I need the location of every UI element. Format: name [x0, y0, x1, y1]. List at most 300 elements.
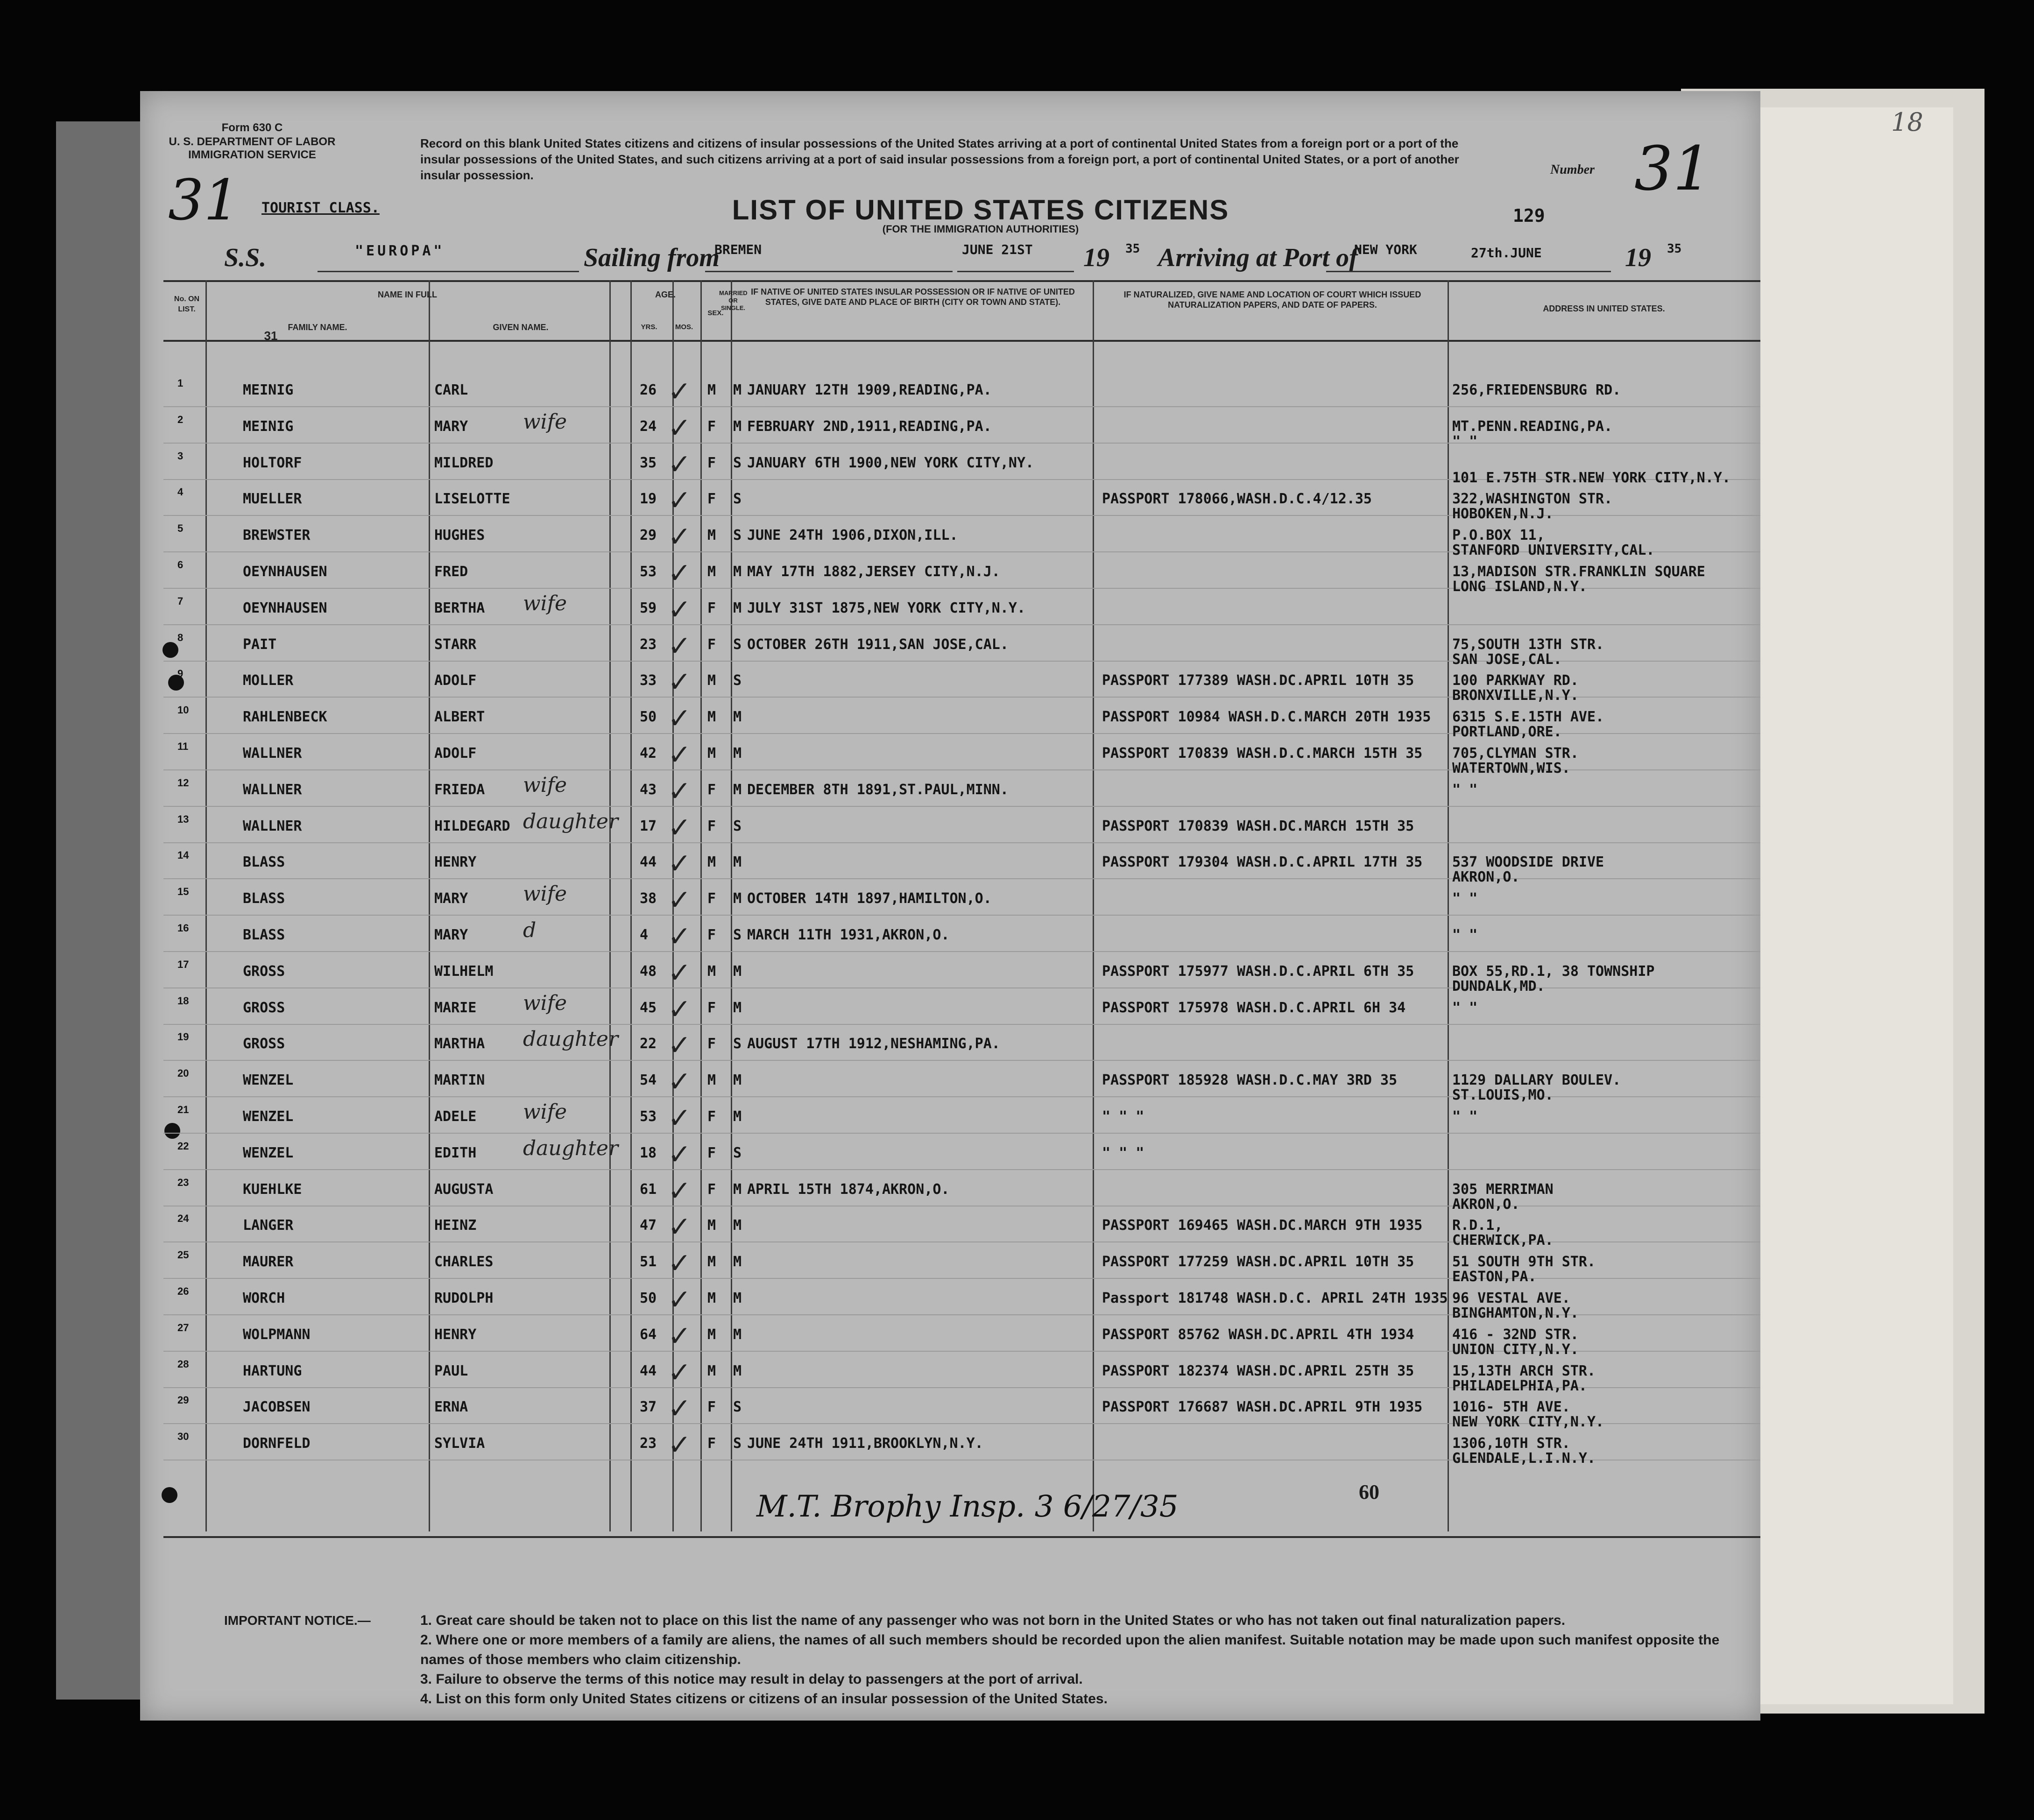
sex: M [707, 1290, 716, 1306]
age-years: 29 [640, 527, 657, 544]
col-family-name: FAMILY NAME. [288, 323, 347, 332]
handwritten-relation: wife [523, 991, 567, 1015]
marital-status: S [733, 1144, 742, 1161]
age-years: 26 [640, 382, 657, 398]
birth-details: DECEMBER 8TH 1891,ST.PAUL,MINN. [747, 781, 1009, 798]
sex: F [707, 927, 716, 943]
naturalization-details: PASSPORT 170839 WASH.D.C.MARCH 15TH 35 [1102, 745, 1423, 762]
checkmark-icon: ✓ [668, 484, 692, 517]
date-underline [957, 271, 1074, 272]
marital-status: M [733, 1290, 742, 1306]
address-line-2: ST.LOUIS,MO. [1452, 1087, 1554, 1104]
age-years: 43 [640, 781, 657, 798]
family-name: OEYNHAUSEN [243, 564, 327, 580]
family-name: WALLNER [243, 818, 302, 834]
checkmark-icon: ✓ [668, 448, 692, 481]
family-name: WENZEL [243, 1072, 294, 1089]
address-line-2: EASTON,PA. [1452, 1269, 1537, 1285]
birth-details: OCTOBER 26TH 1911,SAN JOSE,CAL. [747, 636, 1009, 653]
row-number: 21 [177, 1104, 189, 1115]
address-line-1: " " [1452, 927, 1478, 943]
address-line-2: STANFORD UNIVERSITY,CAL. [1452, 542, 1655, 559]
table-row [163, 737, 1760, 776]
naturalization-details: Passport 181748 WASH.D.C. APRIL 24TH 1935 [1102, 1290, 1448, 1306]
naturalization-details: PASSPORT 177259 WASH.DC.APRIL 10TH 35 [1102, 1254, 1414, 1270]
address-line-1: 6315 S.E.15TH AVE. [1452, 709, 1604, 726]
col-birth: IF NATIVE OF UNITED STATES INSULAR POSSESSION OR IF NATIVE OF UNITED STATES, GIVE DATE AND PLACE OF BIRTH (CITY OR TOWN AND STATE). [751, 287, 1075, 307]
marital-status: M [733, 890, 742, 907]
family-name: WOLPMANN [243, 1326, 311, 1343]
address-line-1: 75,SOUTH 13TH STR. [1452, 636, 1604, 653]
marital-status: S [733, 1435, 742, 1452]
birth-details: MARCH 11TH 1931,AKRON,O. [747, 927, 950, 943]
given-name: BERTHA [434, 600, 485, 616]
family-name: WENZEL [243, 1108, 294, 1125]
age-years: 47 [640, 1217, 657, 1234]
handwritten-relation: d [523, 918, 537, 942]
col-months: MOS. [675, 323, 693, 331]
row-number: 27 [177, 1321, 189, 1333]
marital-status: S [733, 927, 742, 943]
table-row [163, 1173, 1760, 1213]
address-line-2: DUNDALK,MD. [1452, 978, 1545, 995]
given-name: EDITH [434, 1144, 477, 1161]
family-name: MAURER [243, 1254, 294, 1270]
sex: F [707, 1435, 716, 1452]
given-name: LISELOTTE [434, 491, 510, 508]
row-number: 12 [177, 776, 189, 789]
row-number: 9 [177, 668, 184, 680]
address-line-2: BINGHAMTON,N.Y. [1452, 1305, 1579, 1321]
service: IMMIGRATION SERVICE [188, 148, 316, 161]
table-row [163, 1282, 1760, 1321]
naturalization-details: PASSPORT 170839 WASH.DC.MARCH 15TH 35 [1102, 818, 1414, 834]
marital-status: M [733, 709, 742, 726]
checkmark-icon: ✓ [668, 1065, 692, 1099]
marital-status: S [733, 672, 742, 689]
sex: F [707, 491, 716, 508]
checkmark-icon: ✓ [668, 884, 692, 917]
arrival-year: 35 [1667, 242, 1682, 256]
age-years: 51 [640, 1254, 657, 1270]
age-years: 54 [640, 1072, 657, 1089]
checkmark-icon: ✓ [668, 775, 692, 808]
age-years: 50 [640, 709, 657, 726]
sex: M [707, 709, 716, 726]
birth-details: AUGUST 17TH 1912,NESHAMING,PA. [747, 1036, 1000, 1052]
address-line-1: " " [1452, 781, 1478, 798]
table-row [163, 1245, 1760, 1285]
row-number: 24 [177, 1213, 189, 1225]
address-line-1: " " [1452, 1108, 1478, 1125]
age-years: 22 [640, 1036, 657, 1052]
family-name: BLASS [243, 890, 285, 907]
notice-3: 3. Failure to observe the terms of this notice may result in delay to passengers at the port of arrival. [420, 1672, 1083, 1687]
given-name: ALBERT [434, 709, 485, 726]
class-label: TOURIST CLASS. [261, 200, 380, 216]
address-line-2: LONG ISLAND,N.Y. [1452, 578, 1587, 595]
naturalization-details: PASSPORT 85762 WASH.DC.APRIL 4TH 1934 [1102, 1326, 1414, 1343]
marital-status: M [733, 854, 742, 871]
address-line-1: " " [1452, 999, 1478, 1016]
table-row [163, 409, 1760, 450]
address-line-1: 13,MADISON STR.FRANKLIN SQUARE [1452, 564, 1705, 580]
table-row [163, 482, 1760, 522]
marital-status: S [733, 818, 742, 834]
address-line-1: R.D.1, [1452, 1217, 1503, 1234]
arrival-date: 27th.JUNE [1471, 245, 1542, 261]
col-age: AGE. [655, 290, 676, 299]
address-line-1: " " [1452, 890, 1478, 907]
given-name: MARY [434, 418, 468, 435]
col-sex: SEX. [707, 309, 724, 317]
checkmark-icon: ✓ [668, 702, 692, 735]
given-name: ADOLF [434, 745, 477, 762]
address-line-2: BRONXVILLE,N.Y. [1452, 687, 1579, 704]
marital-status: M [733, 745, 742, 762]
number-value: 31 [1634, 133, 1712, 204]
checkmark-icon: ✓ [668, 1429, 692, 1462]
table-row [163, 882, 1760, 918]
given-name: MARIE [434, 999, 477, 1016]
sailing-date: JUNE 21ST [962, 242, 1033, 257]
table-row [163, 374, 1760, 409]
age-years: 23 [640, 1435, 657, 1452]
table-row [163, 446, 1760, 486]
family-name: JACOBSEN [243, 1399, 311, 1416]
checkmark-icon: ✓ [668, 1211, 692, 1244]
age-years: 17 [640, 818, 657, 834]
checkmark-icon: ✓ [668, 1138, 692, 1171]
ship-name: "EUROPA" [355, 243, 445, 259]
family-name: GROSS [243, 999, 285, 1016]
age-years: 24 [640, 418, 657, 435]
citizens-table [163, 280, 1760, 1531]
marital-status: M [733, 999, 742, 1016]
age-years: 45 [640, 999, 657, 1016]
marital-status: M [733, 963, 742, 980]
row-number: 19 [177, 1031, 189, 1043]
family-name: BLASS [243, 854, 285, 871]
number-label: Number [1550, 162, 1595, 177]
checkmark-icon: ✓ [668, 811, 692, 844]
col-no: No. ON LIST. [174, 295, 200, 313]
sex: F [707, 636, 716, 653]
given-name: MILDRED [434, 454, 494, 471]
table-row [163, 846, 1760, 886]
ss-label: S.S. [224, 243, 267, 272]
family-name: LANGER [243, 1217, 294, 1234]
handwritten-relation: wife [523, 409, 567, 434]
sailing-year-prefix: 19 [1083, 243, 1109, 272]
table-row [163, 773, 1760, 809]
col-married: MARRIED OR SINGLE. [719, 289, 748, 311]
age-years: 38 [640, 890, 657, 907]
table-row [163, 1136, 1760, 1172]
given-name: MARTHA [434, 1036, 485, 1052]
sex: M [707, 854, 716, 871]
table-row [163, 955, 1760, 995]
address-line-1: BOX 55,RD.1, 38 TOWNSHIP [1452, 963, 1655, 980]
arriving-label: Arriving at Port of [1158, 243, 1358, 272]
row-number: 15 [177, 886, 189, 898]
table-row [163, 519, 1760, 559]
sex: F [707, 1181, 716, 1198]
given-name: STARR [434, 636, 477, 653]
address-line-1: P.O.BOX 11, [1452, 527, 1545, 544]
row-number: 10 [177, 704, 189, 716]
col-name-in-full: NAME IN FULL [378, 290, 437, 299]
sex: M [707, 745, 716, 762]
row-number: 16 [177, 922, 189, 934]
birth-details: FEBRUARY 2ND,1911,READING,PA. [747, 418, 992, 435]
checkmark-icon: ✓ [668, 629, 692, 663]
birth-details: OCTOBER 14TH 1897,HAMILTON,O. [747, 890, 992, 907]
row-number: 25 [177, 1249, 189, 1261]
given-name: CHARLES [434, 1254, 494, 1270]
address-line-2: UNION CITY,N.Y. [1452, 1341, 1579, 1358]
family-name: MEINIG [243, 418, 294, 435]
age-years: 19 [640, 491, 657, 508]
sex: F [707, 999, 716, 1016]
checkmark-icon: ✓ [668, 920, 692, 953]
checkmark-icon: ✓ [668, 1102, 692, 1135]
marital-status: S [733, 527, 742, 544]
family-name: WENZEL [243, 1144, 294, 1161]
given-name: MARTIN [434, 1072, 485, 1089]
department: U. S. DEPARTMENT OF LABOR [169, 135, 336, 148]
checkmark-icon: ✓ [668, 411, 692, 444]
table-row [163, 1100, 1760, 1136]
marital-status: M [733, 1326, 742, 1343]
naturalization-details: PASSPORT 10984 WASH.D.C.MARCH 20TH 1935 [1102, 709, 1431, 726]
family-name: WORCH [243, 1290, 285, 1306]
age-years: 23 [640, 636, 657, 653]
row-number: 6 [177, 559, 184, 571]
address-line-2: " " [1452, 433, 1478, 450]
address-line-2: PHILADELPHIA,PA. [1452, 1377, 1587, 1394]
marital-status: M [733, 382, 742, 398]
row-number: 8 [177, 631, 184, 643]
birth-details: MAY 17TH 1882,JERSEY CITY,N.J. [747, 564, 1000, 580]
checkmark-icon: ✓ [668, 1356, 692, 1389]
address-line-1: 1016- 5TH AVE. [1452, 1399, 1570, 1416]
notice-2: 2. Where one or more members of a family are aliens, the names of all such members should be recorded upon the alien manifest. Suitable notation may be made upon such manifest opposite the names of those members who claim citizenship. [420, 1632, 1720, 1667]
checkmark-icon: ✓ [668, 1247, 692, 1280]
stamp-number: 129 [1513, 205, 1545, 226]
row-number: 23 [177, 1176, 189, 1188]
row-number: 26 [177, 1285, 189, 1297]
age-years: 53 [640, 564, 657, 580]
checkmark-icon: ✓ [668, 593, 692, 626]
address-line-2: HOBOKEN,N.J. [1452, 506, 1554, 522]
sex: F [707, 890, 716, 907]
given-name: ERNA [434, 1399, 468, 1416]
address-line-2: SAN JOSE,CAL. [1452, 651, 1562, 668]
col-years: YRS. [641, 323, 657, 331]
family-name: WALLNER [243, 745, 302, 762]
given-name: MARY [434, 927, 468, 943]
address-line-1: 1306,10TH STR. [1452, 1435, 1570, 1452]
table-row [163, 1027, 1760, 1063]
marital-status: S [733, 1399, 742, 1416]
port-underline [705, 271, 953, 272]
arrival-year-prefix: 19 [1625, 243, 1651, 272]
naturalization-details: PASSPORT 178066,WASH.D.C.4/12.35 [1102, 491, 1372, 508]
address-line-1: 51 SOUTH 9TH STR. [1452, 1254, 1596, 1270]
notice-title: IMPORTANT NOTICE.— [224, 1613, 371, 1628]
marital-status: M [733, 1181, 742, 1198]
marital-status: M [733, 1072, 742, 1089]
naturalization-details: PASSPORT 169465 WASH.DC.MARCH 9TH 1935 [1102, 1217, 1423, 1234]
age-years: 4 [640, 927, 649, 943]
table-row [163, 1064, 1760, 1104]
family-name: BLASS [243, 927, 285, 943]
sex: M [707, 1362, 716, 1379]
family-name: PAIT [243, 636, 277, 653]
sex: M [707, 382, 716, 398]
col-address: ADDRESS IN UNITED STATES. [1543, 304, 1665, 313]
age-years: 59 [640, 600, 657, 616]
side-mark: 18 [1891, 107, 1923, 137]
address-line-2: GLENDALE,L.I.N.Y. [1452, 1450, 1596, 1467]
naturalization-details: PASSPORT 177389 WASH.DC.APRIL 10TH 35 [1102, 672, 1414, 689]
handwritten-relation: wife [523, 882, 567, 906]
address-line-1: 322,WASHINGTON STR. [1452, 491, 1613, 508]
ship-underline [318, 271, 579, 272]
inspector-signature: M.T. Brophy Insp. 3 6/27/35 [756, 1489, 1179, 1524]
important-notice [224, 1611, 1742, 1709]
address-line-1: 305 MERRIMAN [1452, 1181, 1554, 1198]
birth-details: JUNE 24TH 1911,BROOKLYN,N.Y. [747, 1435, 983, 1452]
checkmark-icon: ✓ [668, 993, 692, 1026]
page-subtitle: (FOR THE IMMIGRATION AUTHORITIES) [882, 223, 1079, 235]
page-title: LIST OF UNITED STATES CITIZENS [732, 194, 1229, 226]
age-years: 64 [640, 1326, 657, 1343]
given-name: HUGHES [434, 527, 485, 544]
table-row [163, 592, 1760, 628]
handwritten-relation: daughter [523, 1027, 618, 1051]
checkmark-icon: ✓ [668, 739, 692, 771]
sailing-port: BREMEN [714, 242, 762, 257]
family-name: GROSS [243, 963, 285, 980]
form-number: Form 630 C [221, 121, 283, 134]
corner-number: 31 [168, 168, 240, 233]
age-years: 33 [640, 672, 657, 689]
birth-details: APRIL 15TH 1874,AKRON,O. [747, 1181, 950, 1198]
marital-status: M [733, 1217, 742, 1234]
checkmark-icon: ✓ [668, 557, 692, 590]
table-row [163, 1209, 1760, 1249]
row-number: 22 [177, 1140, 189, 1152]
col-given-name: GIVEN NAME. [493, 323, 549, 332]
family-name: BREWSTER [243, 527, 311, 544]
row-number: 7 [177, 595, 184, 607]
sex: M [707, 963, 716, 980]
sex: F [707, 1036, 716, 1052]
age-years: 18 [640, 1144, 657, 1161]
table-row [163, 1427, 1760, 1467]
address-line-2: CHERWICK,PA. [1452, 1232, 1554, 1249]
family-name: MUELLER [243, 491, 302, 508]
naturalization-details: PASSPORT 179304 WASH.D.C.APRIL 17TH 35 [1102, 854, 1423, 871]
table-bottom-rule [163, 1536, 1760, 1538]
age-years: 42 [640, 745, 657, 762]
table-row [163, 1318, 1760, 1358]
row-number: 17 [177, 958, 189, 970]
given-name: ADOLF [434, 672, 477, 689]
given-name: HILDEGARD [434, 818, 510, 834]
given-name: MARY [434, 890, 468, 907]
age-years: 44 [640, 1362, 657, 1379]
given-name: RUDOLPH [434, 1290, 494, 1306]
row-number: 4 [177, 486, 184, 498]
naturalization-details: PASSPORT 185928 WASH.D.C.MAY 3RD 35 [1102, 1072, 1398, 1089]
naturalization-details: PASSPORT 176687 WASH.DC.APRIL 9TH 1935 [1102, 1399, 1423, 1416]
address-line-1: MT.PENN.READING,PA. [1452, 418, 1613, 435]
sailing-label: Sailing from [584, 243, 720, 272]
row-number: 2 [177, 413, 184, 425]
family-name: MEINIG [243, 382, 294, 398]
sex: M [707, 1072, 716, 1089]
handwritten-relation: daughter [523, 809, 618, 833]
row-number: 29 [177, 1394, 189, 1406]
sex: M [707, 527, 716, 544]
handwritten-relation: wife [523, 773, 567, 797]
marital-status: S [733, 1036, 742, 1052]
family-name: WALLNER [243, 781, 302, 798]
family-name: KUEHLKE [243, 1181, 302, 1198]
naturalization-details: PASSPORT 182374 WASH.DC.APRIL 25TH 35 [1102, 1362, 1414, 1379]
handwritten-relation: wife [523, 591, 567, 615]
family-name: HARTUNG [243, 1362, 302, 1379]
given-name: FRIEDA [434, 781, 485, 798]
table-row [163, 664, 1760, 704]
sex: M [707, 1217, 716, 1234]
given-name: WILHELM [434, 963, 494, 980]
row-number: 28 [177, 1358, 189, 1370]
family-name: HOLTORF [243, 454, 302, 471]
address-line-2: WATERTOWN,WIS. [1452, 760, 1570, 776]
address-line-1: 537 WOODSIDE DRIVE [1452, 854, 1604, 871]
sheet-number: 31 [264, 329, 278, 343]
table-row [163, 1390, 1760, 1431]
row-number: 3 [177, 450, 184, 462]
table-row [163, 555, 1760, 595]
address-line-1: 705,CLYMAN STR. [1452, 745, 1579, 762]
marital-status: M [733, 600, 742, 616]
address-line-2: PORTLAND,ORE. [1452, 724, 1562, 741]
sex: M [707, 672, 716, 689]
arrival-port: NEW YORK [1354, 242, 1417, 257]
address-line-1: 15,13TH ARCH STR. [1452, 1362, 1596, 1379]
birth-details: JANUARY 6TH 1900,NEW YORK CITY,NY. [747, 454, 1034, 471]
marital-status: S [733, 636, 742, 653]
marital-status: M [733, 564, 742, 580]
sex: F [707, 454, 716, 471]
birth-details: JUNE 24TH 1906,DIXON,ILL. [747, 527, 958, 544]
given-name: FRED [434, 564, 468, 580]
sex: M [707, 564, 716, 580]
sex: F [707, 1144, 716, 1161]
given-name: HEINZ [434, 1217, 477, 1234]
row-number: 1 [177, 377, 184, 389]
age-years: 37 [640, 1399, 657, 1416]
col-naturalized: IF NATURALIZED, GIVE NAME AND LOCATION OF COURT WHICH ISSUED NATURALIZATION PAPERS, AND DATE OF PAPERS. [1123, 290, 1421, 310]
sex: F [707, 1108, 716, 1125]
marital-status: M [733, 1362, 742, 1379]
given-name: HENRY [434, 1326, 477, 1343]
